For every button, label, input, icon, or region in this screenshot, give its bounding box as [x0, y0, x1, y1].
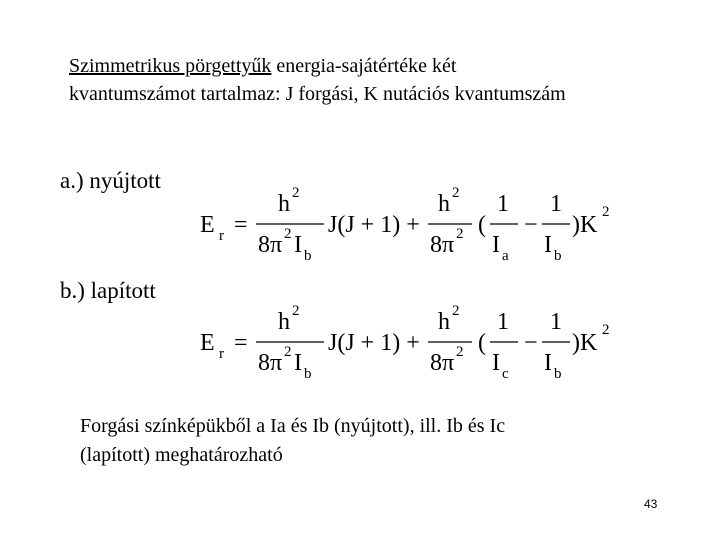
fraction1-numerator-superscript: 2 [292, 185, 300, 201]
fraction2-numerator-superscript: 2 [452, 303, 460, 319]
formula-k-superscript: 2 [602, 322, 610, 338]
fraction1-numerator: h [278, 191, 290, 217]
fraction1-denominator: 8π [258, 350, 283, 376]
fraction3-numerator: 1 [497, 309, 509, 335]
fraction3-denominator-I: I [492, 350, 500, 376]
case-b-label: b.) lapított [60, 278, 156, 303]
formula-lhs: E [200, 212, 215, 238]
formula-minus: − [524, 330, 538, 356]
formula-prolate [198, 178, 638, 278]
fraction2-numerator: h [438, 309, 450, 335]
intro-line-2: kvantumszámot tartalmaz: J forgási, K nutációs kvantumszám [69, 83, 566, 105]
fraction2-numerator: h [438, 191, 450, 217]
fraction1-denominator-superscript: 2 [284, 344, 292, 360]
formula-equals: = [234, 212, 248, 238]
case-a-label: a.) nyújtott [60, 168, 161, 193]
formula-svg [198, 296, 638, 396]
fraction4-numerator: 1 [550, 309, 562, 335]
formula-minus: − [524, 212, 538, 238]
fraction3-numerator: 1 [497, 191, 509, 217]
fraction4-numerator: 1 [550, 191, 562, 217]
formula-open-paren: ( [478, 212, 486, 238]
formula-j-term: J(J + 1) + [328, 330, 420, 356]
fraction2-denominator: 8π [430, 350, 455, 376]
summary-line-2: (lapított) meghatározható [80, 444, 283, 466]
fraction4-denominator-subscript: b [554, 248, 562, 264]
formula-k-superscript: 2 [602, 204, 610, 220]
formula-svg [198, 178, 638, 278]
fraction1-numerator: h [278, 309, 290, 335]
formula-close-k: )K [572, 212, 598, 238]
formula-lhs-subscript: r [219, 228, 224, 244]
fraction3-denominator-I: I [492, 232, 500, 258]
fraction1-denominator: 8π [258, 232, 283, 258]
fraction2-numerator-superscript: 2 [452, 185, 460, 201]
fraction3-denominator-subscript: a [502, 248, 509, 264]
intro-line-1-rest: energia-sajátértéke két [271, 55, 457, 77]
fraction2-denominator-superscript: 2 [456, 226, 464, 242]
fraction1-denominator-I: I [294, 350, 302, 376]
intro-underlined-term: Szimmetrikus pörgettyűk [69, 55, 272, 77]
fraction4-denominator-subscript: b [554, 366, 562, 382]
fraction2-denominator: 8π [430, 232, 455, 258]
intro-line-1 [69, 52, 689, 80]
fraction1-denominator-subscript: b [304, 366, 312, 382]
formula-j-term: J(J + 1) + [328, 212, 420, 238]
fraction1-denominator-subscript: b [304, 248, 312, 264]
intro-text [69, 52, 689, 108]
summary-text [80, 412, 640, 470]
fraction1-denominator-I: I [294, 232, 302, 258]
fraction3-denominator-subscript: c [502, 366, 509, 382]
fraction2-denominator-superscript: 2 [456, 344, 464, 360]
fraction1-numerator-superscript: 2 [292, 303, 300, 319]
formula-equals: = [234, 330, 248, 356]
fraction4-denominator-I: I [544, 350, 552, 376]
formula-lhs-subscript: r [219, 346, 224, 362]
summary-line-1: Forgási színképükből a Ia és Ib (nyújtott), ill. Ib és Ic [80, 415, 506, 437]
fraction4-denominator-I: I [544, 232, 552, 258]
fraction1-denominator-superscript: 2 [284, 226, 292, 242]
page-number: 43 [644, 497, 658, 511]
formula-close-k: )K [572, 330, 598, 356]
formula-oblate [198, 296, 638, 396]
formula-open-paren: ( [478, 330, 486, 356]
formula-lhs: E [200, 330, 215, 356]
